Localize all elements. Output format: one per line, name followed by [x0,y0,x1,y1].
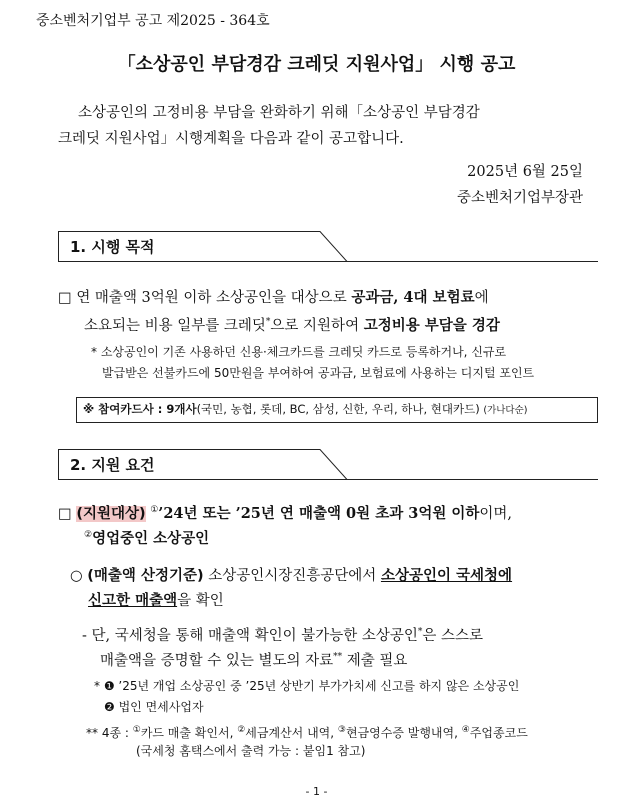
credit-note-line-2: 발급받은 선불카드에 50만원을 부여하여 공과금, 보험료에 사용하는 디지털 포인트 [102,366,535,380]
criteria-end: 을 확인 [177,593,224,609]
footnote-mark: * [265,317,271,327]
section-2-heading: 2. 지원 요건 [70,456,155,474]
purpose-line-2 [84,310,500,339]
criteria-line-2 [88,588,224,614]
participating-cards-box [76,397,598,423]
section-2-rule [58,479,598,480]
exception-mark-2: ** [333,652,343,662]
exception-text-c: 매출액을 증명할 수 있는 별도의 자료 [100,652,334,669]
purpose-text-c: 에 [474,290,489,306]
note-star: * [94,679,100,693]
section-1-heading: 1. 시행 목적 [70,238,155,256]
criteria-label: (매출액 산정기준) [87,568,204,584]
doc-1: 카드 매출 확인서, [140,726,238,740]
exception-text-d: 제출 필요 [342,652,408,669]
criteria-text: 소상공인시장진흥공단에서 [203,568,381,584]
doc-mark-1: ① [132,725,141,735]
circle-bullet: ○ [70,568,83,584]
exception-line-2 [100,645,407,674]
purpose-text-bold-2: 고정비용 부담을 경감 [363,316,500,334]
purpose-text-e: 으로 지원하여 [270,317,364,334]
cards-order: (가나다순) [483,405,528,416]
doc-star: ** [86,726,98,740]
checkbox-glyph: □ [58,290,72,306]
note-text-2: 법인 면세사업자 [118,700,204,714]
page-title: 「소상공인 부담경감 크레딧 지원사업」 시행 공고 [117,54,516,75]
intro-line-2: 크레딧 지원사업」시행계획을 다음과 같이 공고합니다. [58,131,404,147]
note-text-1: ’25년 개업 소상공인 중 ’25년 상반기 부가가치세 신고를 하지 않은 소상공인 [118,679,520,693]
note-number-1: ❶ [103,679,115,693]
purpose-text-a: 연 매출액 3억원 이하 소상공인을 대상으로 [76,290,352,306]
target-condition-1: ’24년 또는 ’25년 연 매출액 0원 초과 3억원 이하 [158,504,480,522]
cards-label: ※ 참여카드사 : 9개사 [83,402,197,416]
exception-text-b: 은 스스로 [422,627,484,644]
page-number: - 1 - [305,785,328,798]
eligibility-line-2 [84,523,209,552]
circled-1: ① [150,505,159,515]
target-label: (지원대상) [76,505,146,522]
intro-line-1: 소상공인의 고정비용 부담을 완화하기 위해「소상공인 부담경감 [78,105,480,121]
exception-text-a: - 단, 국세청을 통해 매출액 확인이 불가능한 소상공인 [82,627,418,644]
section-2-heading-box [58,449,338,479]
doc-count-label: 4종 : [101,726,133,740]
criteria-underline-2: 신고한 매출액 [88,592,178,609]
purpose-text-bold: 공과금, 4대 보험료 [351,289,475,306]
doc-3: 현금영수증 발행내역, [345,726,462,740]
section-1-rule [58,261,598,262]
doc-4: 주업종코드 [469,726,528,740]
circled-2: ② [84,530,93,540]
checkbox-glyph: □ [58,505,72,522]
credit-note-line-1: * 소상공인이 기존 사용하던 신용·체크카드를 크레딧 카드로 등록하거나, 신규로 [91,345,507,359]
documents-line-2: (국세청 홈택스에서 출력 가능 : 붙임1 참고) [136,744,366,758]
exception-note-1 [94,676,519,697]
doc-mark-4: ④ [461,725,470,735]
notice-number: 중소벤처기업부 공고 제2025 - 364호 [36,13,270,29]
purpose-text-d: 소요되는 비용 일부를 크레딧 [84,317,266,334]
doc-mark-3: ③ [337,725,346,735]
exception-mark-1: * [417,627,423,637]
note-number-2: ❷ [104,700,115,714]
target-condition-1-end: 이며, [479,505,513,522]
target-condition-2: 영업중인 소상공인 [92,529,210,547]
criteria-line-1 [70,563,512,589]
purpose-line-1 [58,285,489,311]
cards-list: (국민, 농협, 롯데, BC, 삼성, 신한, 우리, 하나, 현대카드) [196,402,480,416]
issuer: 중소벤처기업부장관 [456,190,583,206]
criteria-underline-1: 소상공인이 국세청에 [380,567,513,584]
notice-date: 2025년 6월 25일 [467,164,583,180]
doc-mark-2: ② [237,725,246,735]
exception-note-2 [104,697,204,718]
section-1-heading-box [58,231,338,261]
participating-cards-text [83,401,527,417]
doc-2: 세금계산서 내역, [245,726,338,740]
